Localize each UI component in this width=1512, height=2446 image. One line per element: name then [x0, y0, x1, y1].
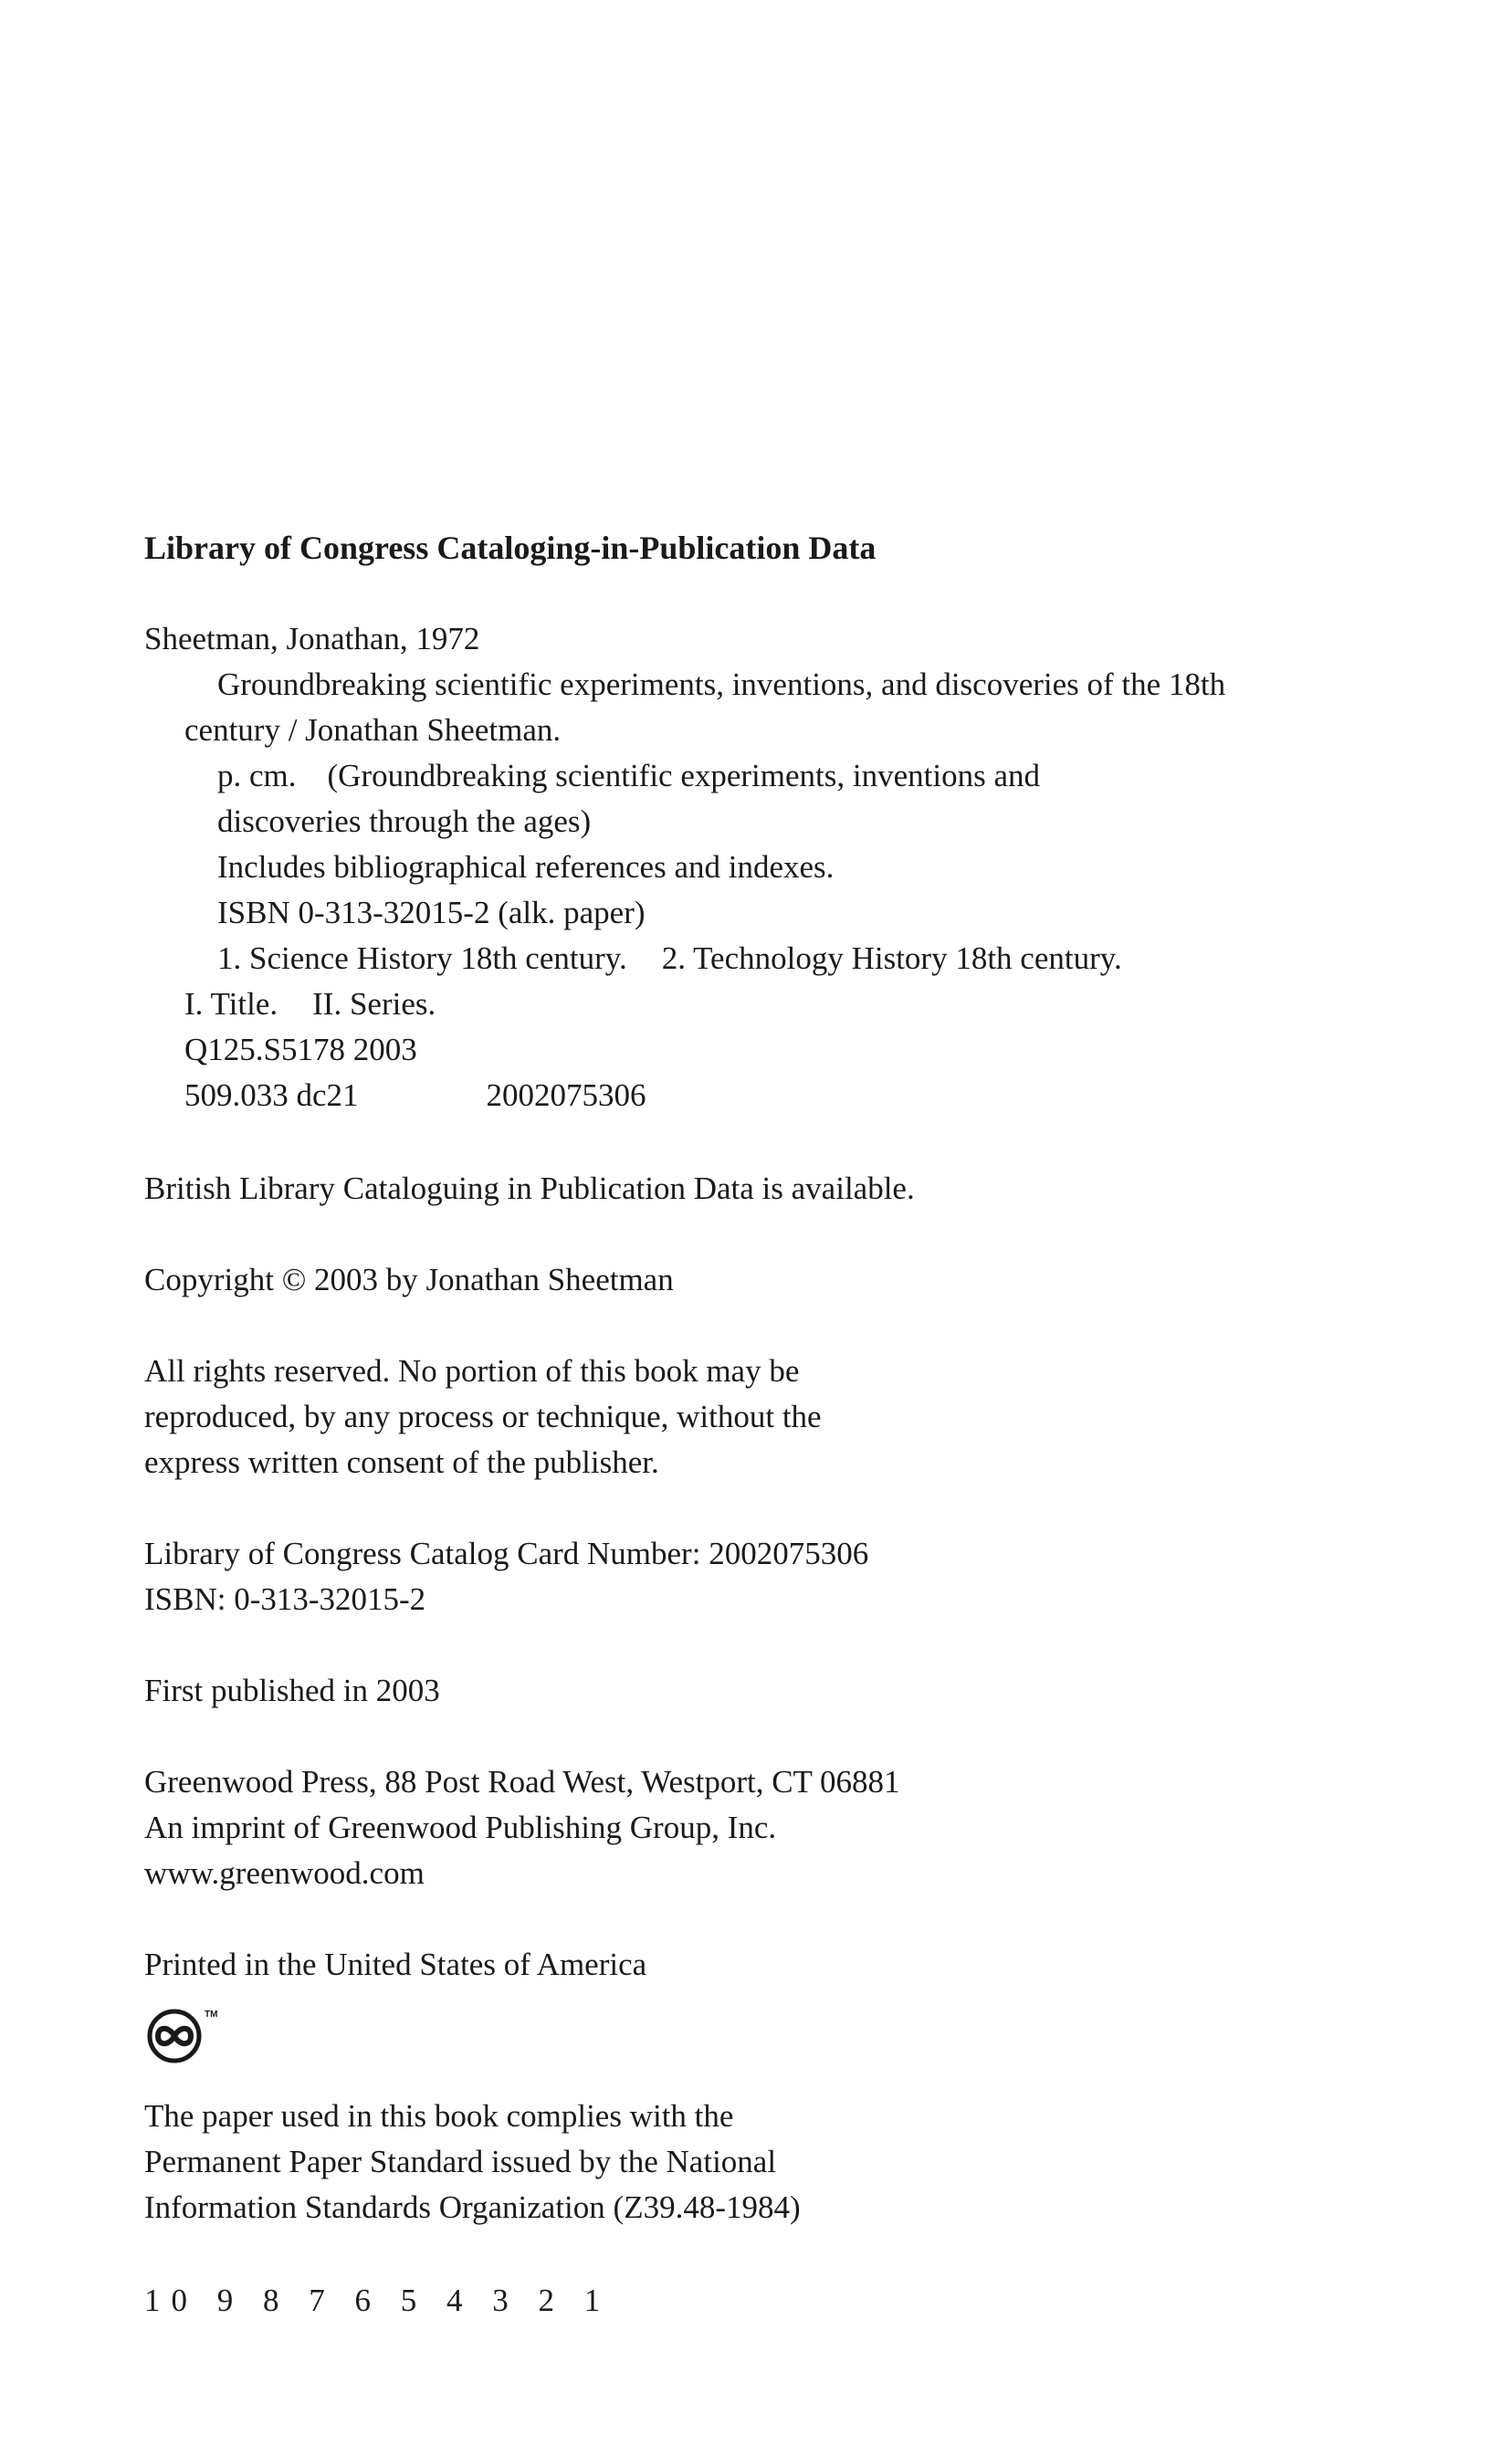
catalog-info	[144, 1531, 1423, 1622]
cip-title-line-2: century / Jonathan Sheetman.	[184, 712, 562, 748]
cip-dewey: 509.033 dc21	[184, 1077, 359, 1113]
cip-added-1: I. Title.	[184, 986, 278, 1022]
cip-isbn: ISBN 0-313-32015-2 (alk. paper)	[217, 895, 646, 930]
cip-author: Sheetman, Jonathan, 1972	[144, 621, 480, 656]
cip-subject-1: 1. Science History 18th century.	[217, 940, 627, 976]
paper-permanence-logo	[144, 2006, 1423, 2066]
cip-includes: Includes bibliographical references and indexes.	[217, 849, 835, 885]
rights-line: All rights reserved. No portion of this book may be	[144, 1353, 800, 1389]
infinity-paper-permanence-icon	[144, 2006, 205, 2066]
publisher-address: Greenwood Press, 88 Post Road West, Westport, CT 06881	[144, 1764, 900, 1800]
copyright-page	[144, 525, 1423, 2324]
cip-dewey-line	[144, 1073, 1423, 1118]
publisher-info	[144, 1759, 1423, 1896]
catalog-card-number: Library of Congress Catalog Card Number: 2002075306	[144, 1536, 869, 1571]
cip-series-line-2: discoveries through the ages)	[217, 803, 592, 839]
rights-line: express written consent of the publisher.	[144, 1444, 659, 1480]
trademark-symbol: TM	[205, 2010, 218, 2020]
cip-title-line-1: Groundbreaking scientific experiments, inventions, and discoveries of the 18th	[217, 667, 1226, 702]
cip-subjects	[144, 936, 1423, 982]
cip-added-2: II. Series.	[312, 986, 436, 1022]
cip-heading: Library of Congress Cataloging-in-Publication Data	[144, 530, 877, 566]
british-library-notice: British Library Cataloguing in Publication Data is available.	[144, 1171, 915, 1206]
cip-added-entries	[144, 982, 1423, 1027]
rights-notice	[144, 1349, 1423, 1485]
publisher-imprint: An imprint of Greenwood Publishing Group, Inc.	[144, 1810, 777, 1845]
cip-pcm: p. cm.	[217, 758, 297, 793]
paper-notice-line: Permanent Paper Standard issued by the National	[144, 2144, 777, 2179]
paper-notice-line: Information Standards Organization (Z39.48-1984)	[144, 2189, 801, 2225]
rights-line: reproduced, by any process or technique, without the	[144, 1399, 822, 1434]
paper-notice	[144, 2094, 1423, 2231]
copyright-notice: Copyright © 2003 by Jonathan Sheetman	[144, 1262, 674, 1297]
cip-lc-class: Q125.S5178 2003	[184, 1032, 417, 1067]
printed-in: Printed in the United States of America	[144, 1947, 647, 1982]
cip-subject-2: 2. Technology History 18th century.	[661, 940, 1122, 976]
first-published: First published in 2003	[144, 1673, 440, 1708]
isbn-line: ISBN: 0-313-32015-2	[144, 1581, 426, 1617]
cip-series: (Groundbreaking scientific experiments, inventions and	[327, 758, 1040, 793]
cip-lccn: 2002075306	[486, 1077, 646, 1113]
paper-notice-line: The paper used in this book complies with the	[144, 2098, 734, 2134]
publisher-website: www.greenwood.com	[144, 1855, 425, 1891]
printer-key: 10 9 8 7 6 5 4 3 2 1	[144, 2283, 612, 2318]
cip-record	[144, 616, 1423, 1118]
cip-series-line-1	[144, 753, 1423, 799]
